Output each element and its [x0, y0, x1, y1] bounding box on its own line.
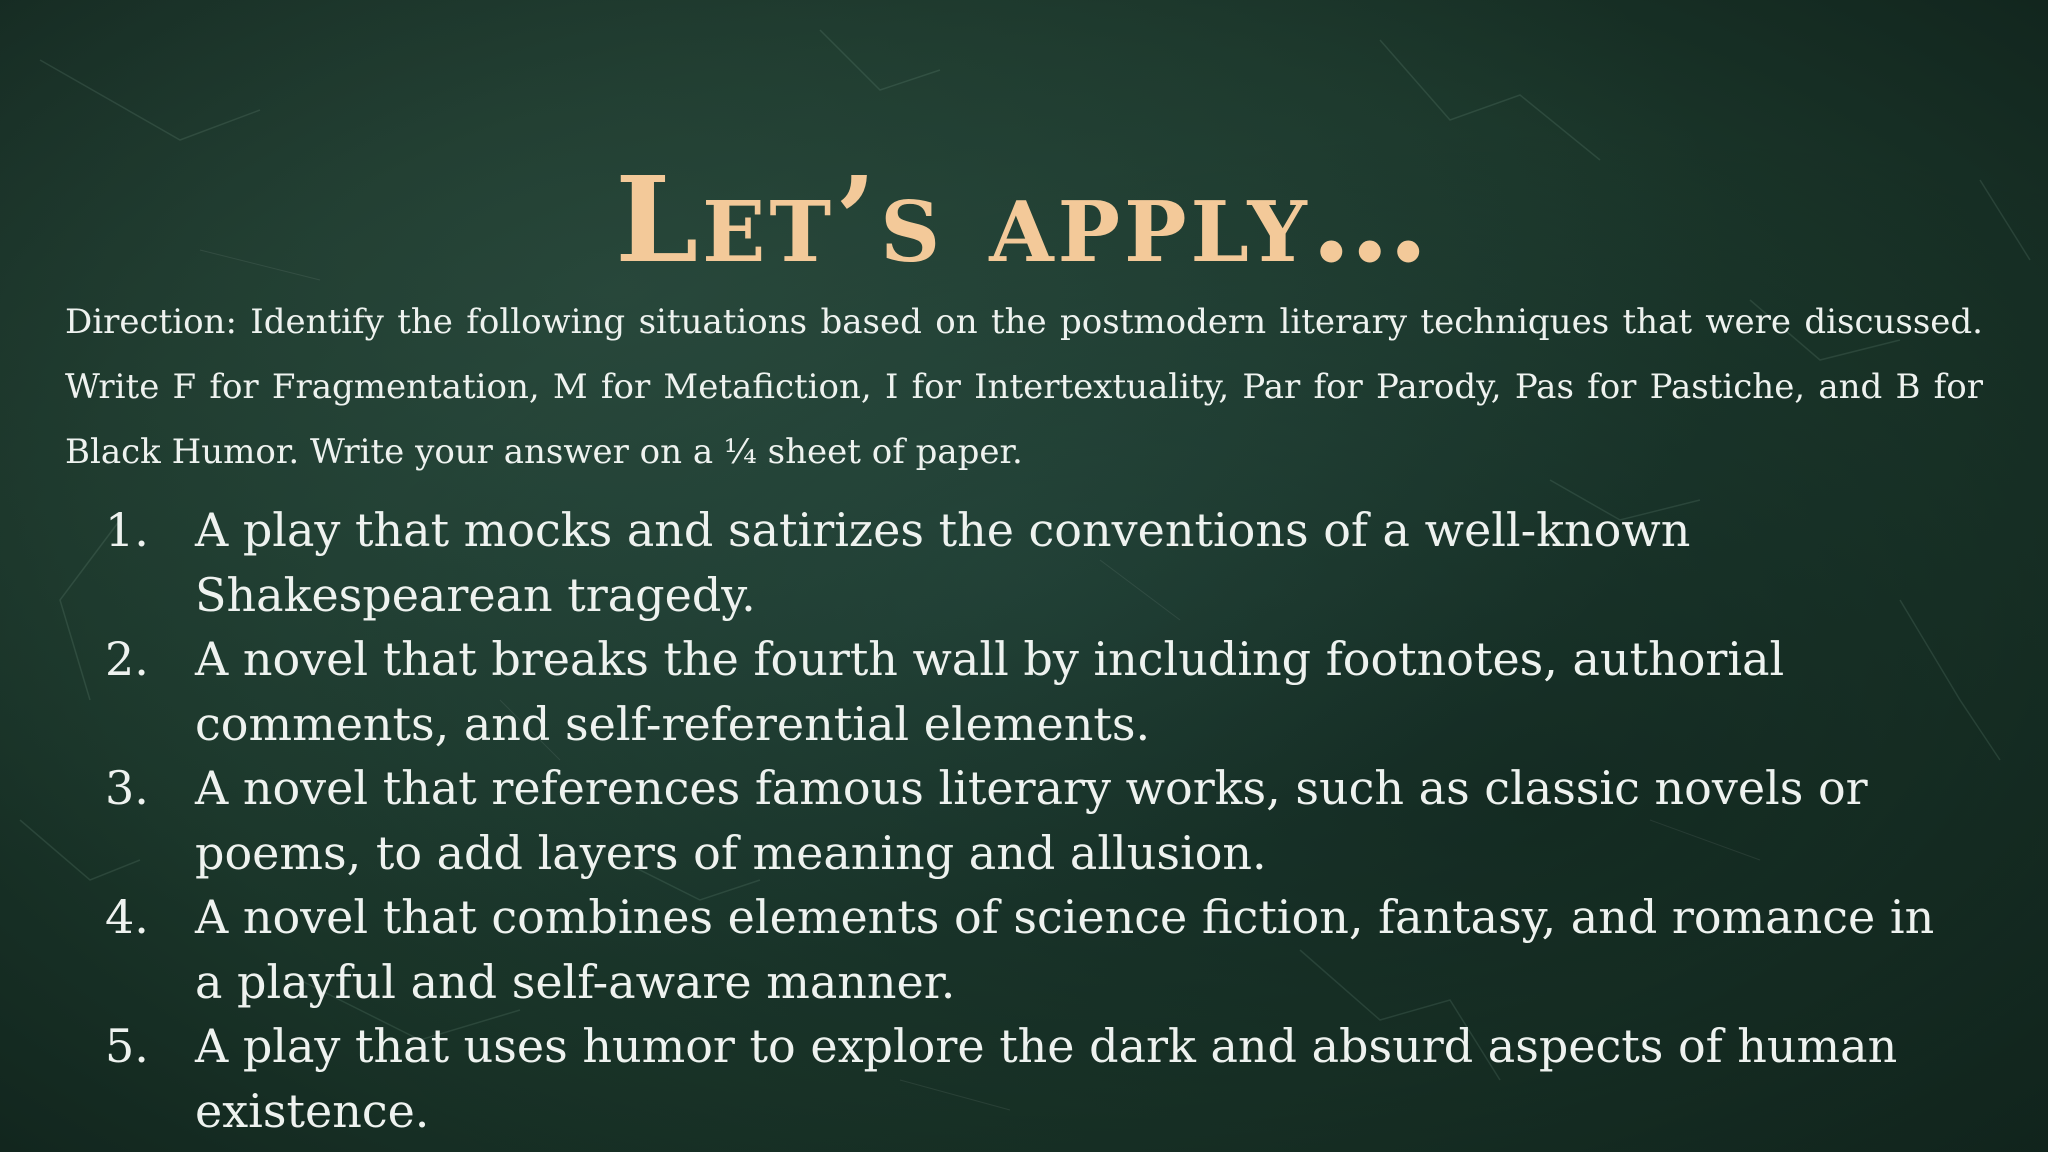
question-text: A novel that combines elements of science fiction, fantasy, and romance in a playful and self-aware manner.: [195, 890, 1935, 1009]
question-list: [105, 498, 1945, 1143]
question-text: A play that mocks and satirizes the conventions of a well-known Shakespearean tragedy.: [195, 503, 1691, 622]
question-item-3: [105, 756, 1945, 885]
question-item-2: [105, 627, 1945, 756]
question-item-1: [105, 498, 1945, 627]
slide-title: Let’s apply…: [615, 150, 1433, 289]
direction-text: Direction: Identify the following situations based on the postmodern literary techniques that were discussed. Write F for Fragmentation, M for Metafiction, I for Intertextuality, Par for Parody, Pas for Pastiche, and B for Black Humor. Write your answer on a ¼ sheet of paper.: [65, 302, 1983, 472]
question-text: A novel that breaks the fourth wall by including footnotes, authorial comments, and self-referential elements.: [195, 632, 1785, 751]
question-item-4: [105, 885, 1945, 1014]
question-text: A novel that references famous literary works, such as classic novels or poems, to add layers of meaning and allusion.: [195, 761, 1868, 880]
question-number: 4.: [105, 890, 149, 944]
question-number: 1.: [105, 503, 149, 557]
question-number: 2.: [105, 632, 149, 686]
question-number: 5.: [105, 1019, 149, 1073]
question-item-5: [105, 1014, 1945, 1143]
question-text: A play that uses humor to explore the dark and absurd aspects of human existence.: [195, 1019, 1898, 1138]
question-number: 3.: [105, 761, 149, 815]
